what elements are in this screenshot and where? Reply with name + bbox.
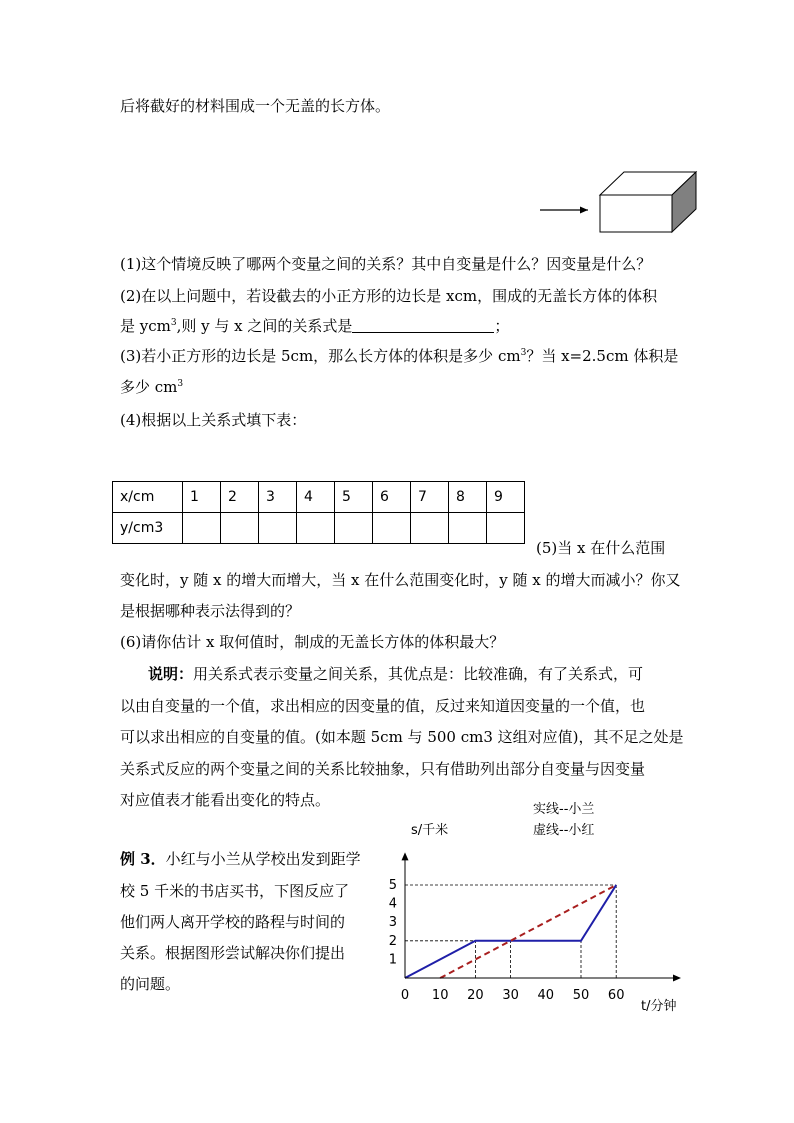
table-cell: 5 <box>335 482 373 513</box>
table-cell: 7 <box>411 482 449 513</box>
superscript: 3 <box>177 379 184 389</box>
example-line: 他们两人离开学校的路程与时间的 <box>120 913 346 931</box>
table-row <box>113 482 525 513</box>
y-tick-label: 5 <box>388 878 397 893</box>
table-cell: 1 <box>183 482 221 513</box>
x-tick-label: 10 <box>431 988 449 1003</box>
question-6: (6)请你估计 x 取何值时，制成的无盖长方体的体积最大？ <box>120 633 505 651</box>
question-5-cont: 变化时，y 随 x 的增大而增大，当 x 在什么范围变化时，y 随 x 的增大而减小？你又 <box>120 571 681 589</box>
note-line: 对应值表才能看出变化的特点。 <box>120 791 331 809</box>
y-tick-label: 1 <box>388 952 397 968</box>
y-tick-label: 4 <box>388 896 397 912</box>
table-cell[interactable] <box>373 513 411 544</box>
note-line <box>148 664 643 684</box>
text-segment: (3)若小正方形的边长是 5cm，那么长方体的体积是多少 cm <box>120 347 521 365</box>
table-cell: 3 <box>259 482 297 513</box>
value-table <box>112 481 525 544</box>
table-cell[interactable] <box>221 513 259 544</box>
y-tick-label: 2 <box>388 933 397 949</box>
x-axis-arrow <box>673 975 681 982</box>
text-segment: 多少 cm <box>120 378 178 396</box>
answer-blank[interactable] <box>352 317 494 333</box>
text-segment: 用关系式表示变量之间关系，其优点是：比较准确，有了关系式，可 <box>193 665 644 683</box>
note-label: 说明： <box>148 665 194 683</box>
text-segment: ？当 x=2.5cm 体积是 <box>526 347 679 365</box>
question-3-cont <box>120 377 183 397</box>
table-cell[interactable] <box>449 513 487 544</box>
table-cell[interactable] <box>335 513 373 544</box>
question-2-cont <box>120 316 509 336</box>
example-line: 的问题。 <box>120 975 181 993</box>
distance-time-chart <box>385 792 690 1020</box>
x-tick-label: 40 <box>537 988 555 1003</box>
superscript: 3 <box>170 318 177 328</box>
table-header-cell: x/cm <box>113 482 183 513</box>
table-cell: 8 <box>449 482 487 513</box>
superscript: 3 <box>520 348 527 358</box>
x-tick-label: 30 <box>502 988 519 1003</box>
series-line-dashed <box>440 885 616 978</box>
y-axis-arrow <box>402 852 409 860</box>
table-cell: 6 <box>373 482 411 513</box>
question-1: (1)这个情境反映了哪两个变量之间的关系？其中自变量是什么？因变量是什么？ <box>120 255 652 273</box>
table-row <box>113 513 525 544</box>
question-2: (2)在以上问题中，若设截去的小正方形的边长是 xcm，围成的无盖长方体的体积 <box>120 287 658 305</box>
question-5-cont: 是根据哪种表示法得到的？ <box>120 602 301 620</box>
question-5: (5)当 x 在什么范围 <box>536 539 666 557</box>
note-line: 可以求出相应的自变量的值。(如本题 5cm 与 500 cm3 这组对应值)，其不足之处是 <box>120 728 684 746</box>
table-header-cell: y/cm3 <box>113 513 183 544</box>
table-cell[interactable] <box>259 513 297 544</box>
text-segment: ,则 y 与 x 之间的关系式是 <box>176 317 353 335</box>
example-line <box>120 849 361 869</box>
x-tick-label: 0 <box>400 988 410 1003</box>
example-line: 关系。根据图形尝试解决你们提出 <box>120 944 346 962</box>
table-cell[interactable] <box>411 513 449 544</box>
table-cell: 2 <box>221 482 259 513</box>
x-tick-label: 60 <box>607 988 625 1003</box>
question-3 <box>120 346 678 366</box>
legend-entry: 实线--小兰 <box>533 802 595 817</box>
table-cell[interactable] <box>183 513 221 544</box>
text-segment: 小红与小兰从学校出发到距学 <box>165 850 361 868</box>
note-line: 关系式反应的两个变量之间的关系比较抽象，只有借助列出部分自变量与因变量 <box>120 760 646 778</box>
table-cell[interactable] <box>487 513 525 544</box>
table-cell: 4 <box>297 482 335 513</box>
x-tick-label: 20 <box>467 988 484 1003</box>
example-line: 校 5 千米的书店买书，下图反应了 <box>120 882 350 900</box>
text-segment: ； <box>494 317 510 335</box>
x-axis-label: t/分钟 <box>641 999 677 1014</box>
y-tick-label: 3 <box>388 915 397 931</box>
note-line: 以由自变量的一个值，求出相应的因变量的值，反过来知道因变量的一个值，也 <box>120 697 646 715</box>
y-axis-label: s/千米 <box>411 823 449 838</box>
legend-entry: 虚线--小红 <box>533 823 595 838</box>
box-figure <box>536 165 706 237</box>
x-tick-label: 50 <box>572 988 590 1003</box>
series-line-solid <box>405 885 616 978</box>
question-4: (4)根据以上关系式填下表： <box>120 411 307 429</box>
text-line: 后将截好的材料围成一个无盖的长方体。 <box>120 97 391 115</box>
table-cell: 9 <box>487 482 525 513</box>
example-label: 例 3． <box>120 850 166 868</box>
table-cell[interactable] <box>297 513 335 544</box>
text-segment: 是 ycm <box>120 317 171 335</box>
